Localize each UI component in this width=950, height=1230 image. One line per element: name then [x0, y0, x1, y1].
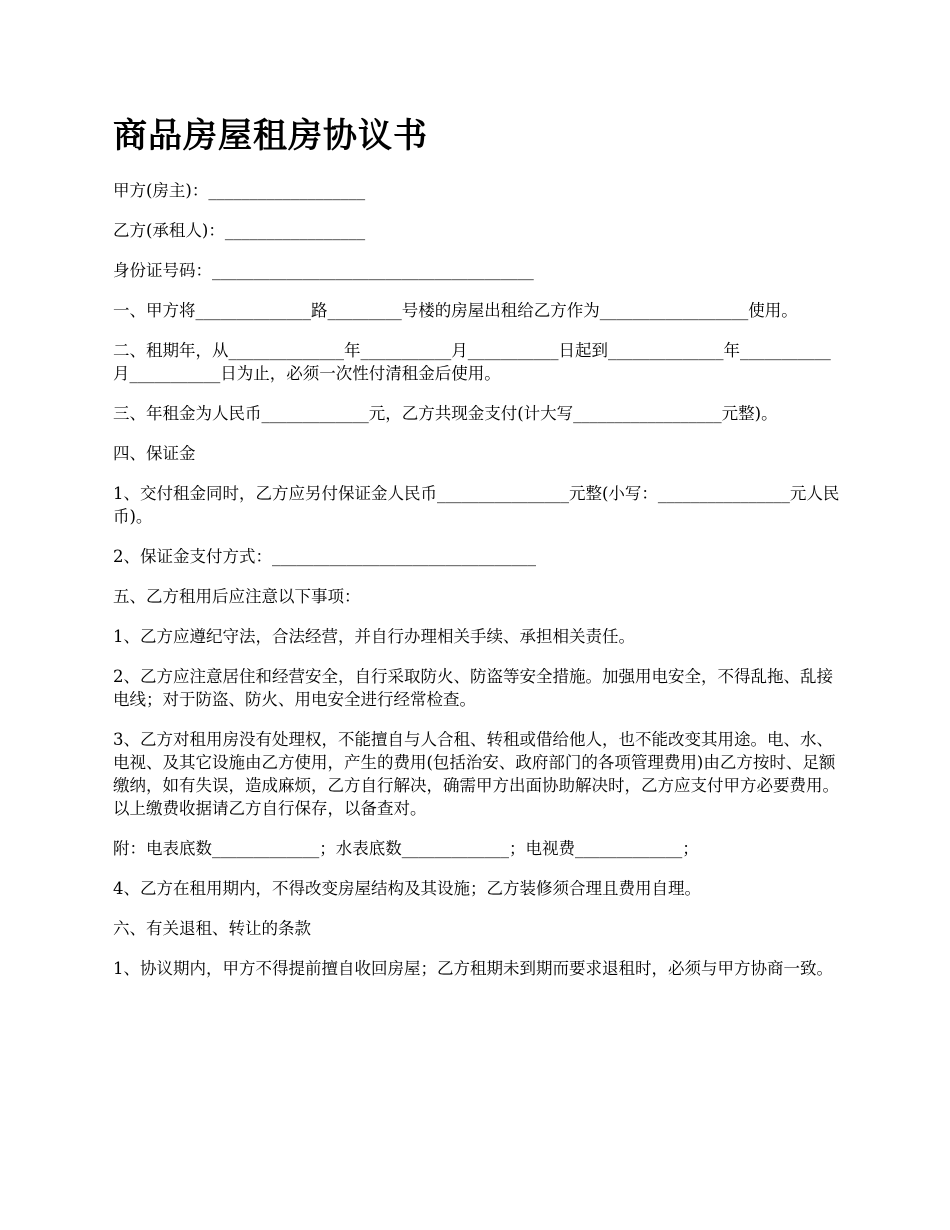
deposit-item-1: 1、交付租金同时，乙方应另付保证金人民币________________元整(小写：________________元人民币)。 — [113, 484, 840, 526]
landlord-line: 甲方(房主)：___________________ — [113, 181, 366, 200]
deposit-item-2: 2、保证金支付方式：________________________________ — [113, 547, 536, 566]
tenant-line: 乙方(承租人)：_________________ — [113, 221, 366, 240]
notice-item-3: 3、乙方对租用房没有处理权，不能擅自与人合租、转租或借给他人，也不能改变其用途。电、水、电视、及其它设施由乙方使用，产生的费用(包括治安、政府部门的各项管理费用)由乙方按时、足额缴纳，如有失误，造成麻烦，乙方自行解决，确需甲方出面协助解决时，乙方应支付甲方必要费用。以上缴费收据请乙方自行保存，以备查对。 — [113, 730, 839, 818]
notice-item-1: 1、乙方应遵纪守法，合法经营，并自行办理相关手续、承担相关责任。 — [113, 627, 635, 646]
clause-1-premises: 一、甲方将______________路_________号楼的房屋出租给乙方作为__________________使用。 — [113, 301, 798, 320]
clause-4-heading: 四、保证金 — [113, 444, 196, 463]
document-title: 商品房屋租房协议书 — [113, 116, 428, 156]
clause-6-heading: 六、有关退租、转让的条款 — [113, 919, 311, 938]
meter-readings-line: 附：电表底数_____________；水表底数_____________；电视费_____________； — [113, 839, 699, 858]
notice-item-4: 4、乙方在租用期内，不得改变房屋结构及其设施；乙方装修须合理且费用自理。 — [113, 879, 701, 898]
document-page — [113, 112, 841, 997]
clause-3-rent: 三、年租金为人民币_____________元，乙方共现金支付(计大写__________________元整)。 — [113, 404, 778, 423]
termination-item-1: 1、协议期内，甲方不得提前擅自收回房屋；乙方租期未到期而要求退租时，必须与甲方协商一致。 — [113, 959, 833, 978]
notice-item-2: 2、乙方应注意居住和经营安全，自行采取防火、防盗等安全措施。加强用电安全，不得乱拖、乱接电线；对于防盗、防火、用电安全进行经常检查。 — [113, 667, 833, 709]
clause-2-term: 二、租期年，从______________年___________月___________日起到______________年___________月___________日为止，必须一次性付清租金后使用。 — [113, 341, 831, 383]
id-number-line: 身份证号码：_______________________________________ — [113, 261, 534, 280]
clause-5-heading: 五、乙方租用后应注意以下事项： — [113, 587, 361, 606]
